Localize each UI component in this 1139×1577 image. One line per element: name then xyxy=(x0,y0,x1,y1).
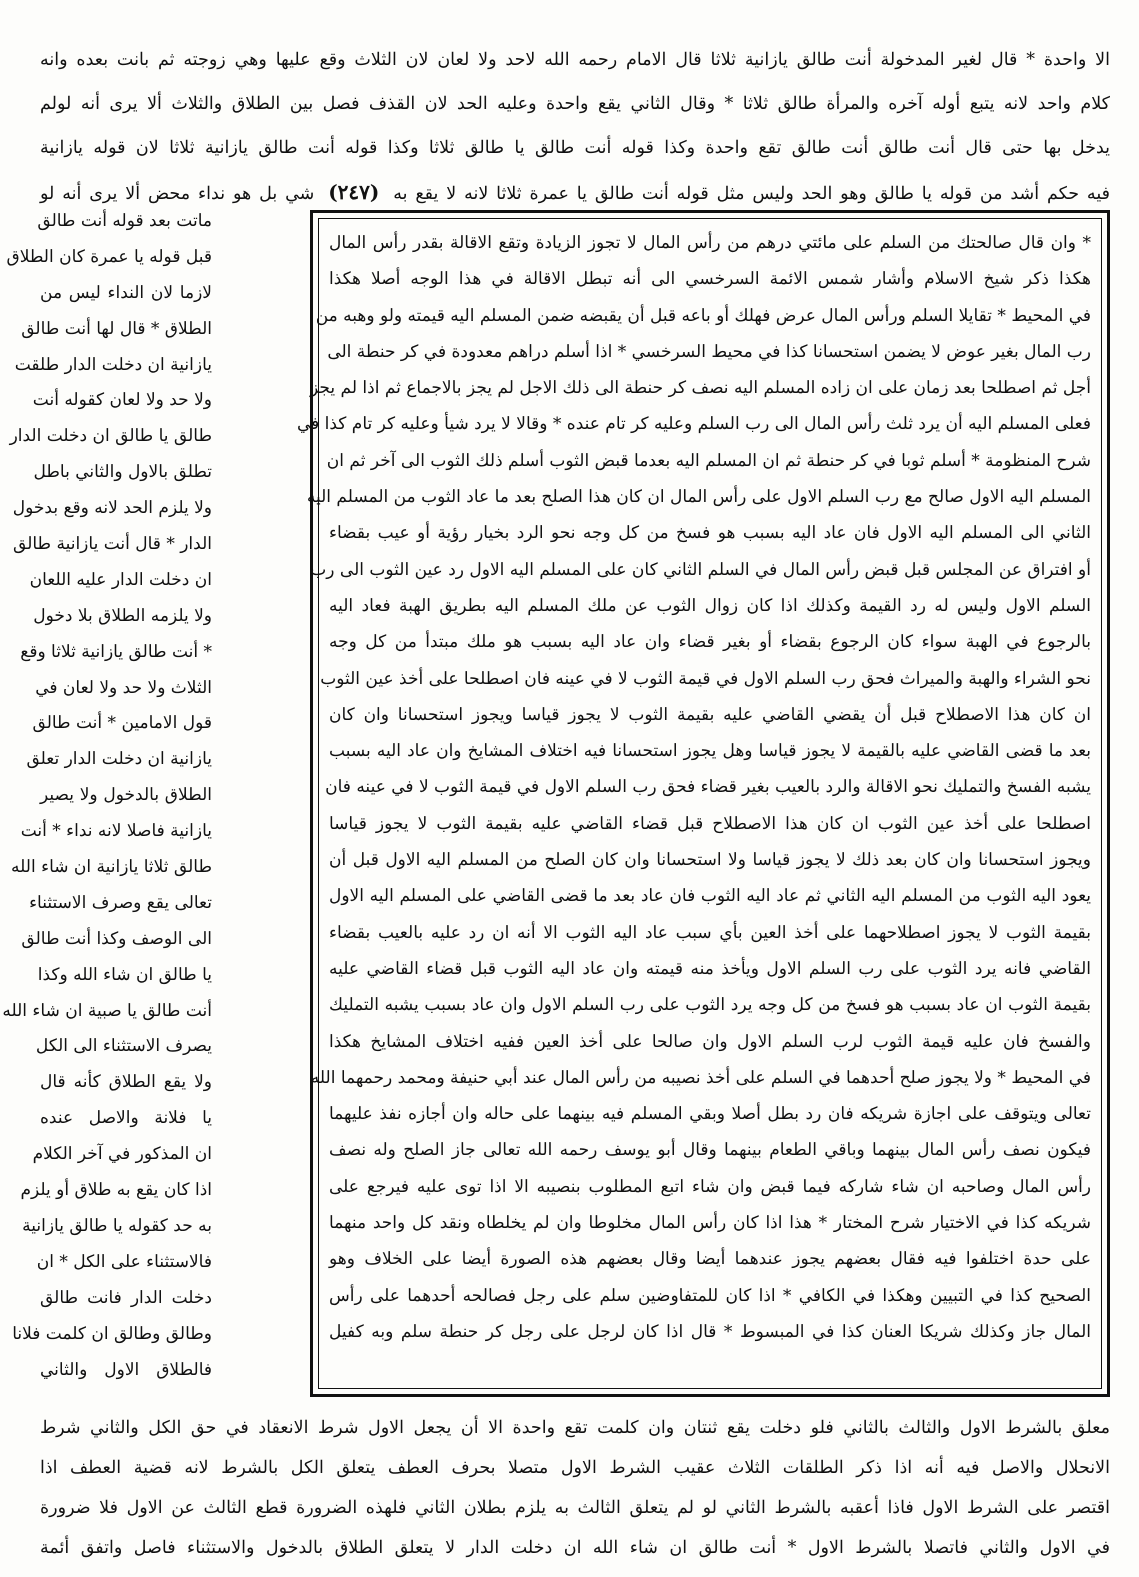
main-line: بقيمة الثوب ان عاد بسبب هو فسخ من كل وجه يرد الثوب على رب السلم الاول وان عاد بسبب يشبه التمليك xyxy=(329,995,1091,1016)
side-line: وطالق وطالق ان كلمت فلانا xyxy=(12,1323,212,1344)
side-line: الطلاق بالدخول ولا يصير xyxy=(40,785,212,806)
side-line: يا طالق ان شاء الله وكذا xyxy=(37,964,212,985)
side-line: لازما لان النداء ليس من xyxy=(40,282,212,303)
main-line: فيكون نصف رأس المال بينهما وباقي الطعام بينهما وقال أبو يوسف رحمه الله تعالى جاز الصلح وله نصف xyxy=(329,1140,1091,1161)
side-line: الدار * قال أنت يازانية طالق xyxy=(13,534,212,555)
main-line: فعلى المسلم اليه أن يرد ثلث رأس المال الى رب السلم وعليه كر تام عنده * وقالا لا يرد شيأ وعليه كر تام كذا في xyxy=(296,414,1091,435)
side-line: أنت طالق يا صبية ان شاء الله xyxy=(2,1000,212,1021)
main-line: رب المال بغير عوض لا يضمن استحسانا كذا في محيط السرخسي * اذا أسلم دراهم معدودة في كر حنطة الى xyxy=(327,341,1091,362)
main-line: رأس المال وصاحبه ان شاء شاركه فيما قبض وان شاء اتبع المطلوب بنصيبه الا اذا توى عليه فيرجع على xyxy=(329,1176,1091,1197)
side-line: الثلاث ولا حد ولا لعان في xyxy=(35,677,212,698)
text-line: الانحلال والاصل فيه أنه اذا ذكر الطلقات الثلاث عقيب الشرط الاول متصلا بحرف العطف يتعلق الكل بالشرط لانه قضية العطف اذا xyxy=(40,1458,1110,1478)
text-line: يدخل بها حتى قال أنت طالق أنت طالق تقع واحدة وكذا قوله أنت طالق يا طالق ثلاثا وكذا قوله أنت طالق يازانية ثلاثا لان قوله يازانية xyxy=(40,138,1110,158)
main-line: ان كان هذا الاصطلاح قبل أن يقضي القاضي عليه بقيمة الثوب لا يجوز قياسا ويجوز استحسانا وان كان xyxy=(329,704,1091,725)
main-line: يشبه الفسخ والتمليك نحو الاقالة والرد بالعيب بغير قضاء فحق رب السلم الاول في قيمة الثوب لا في عينه فان xyxy=(325,777,1091,798)
main-line xyxy=(329,1350,1091,1386)
side-line: ولا يقع الطلاق كأنه قال xyxy=(40,1072,212,1093)
side-line: ماتت بعد قوله أنت طالق xyxy=(37,211,212,231)
main-line: أو افتراق عن المجلس قبل قبض رأس المال في السلم الثاني كان على المسلم اليه الاول رد عين الثوب الى رب xyxy=(310,559,1091,580)
side-line: تطلق بالاول والثاني باطل xyxy=(33,462,212,483)
main-line: في المحيط * ولا يجوز صلح أحدهما في السلم على أخذ نصيبه من رأس المال عند أبي حنيفة ومحمد رحمهما الله xyxy=(310,1067,1091,1088)
side-line: طالق ثلاثا يازانية ان شاء الله xyxy=(11,857,212,878)
side-line: * أنت طالق يازانية ثلاثا وقع xyxy=(20,641,212,662)
side-line: تعالى يقع وصرف الاستثناء xyxy=(29,892,212,913)
side-line: ان المذكور في آخر الكلام xyxy=(32,1144,212,1165)
text-line: اقتصر على الشرط الاول فاذا أعقبه بالشرط الثاني لو لم يتعلق الثالث به يلزم بطلان الثاني فلهذه الضرورة قطع الثالث عن الاول فلا ضرورة xyxy=(40,1498,1110,1518)
main-line: * وان قال صالحتك من السلم على مائتي درهم من رأس المال لا تجوز الزيادة وتقع الاقالة بقدر رأس المال xyxy=(329,233,1091,253)
side-line: به حد كقوله يا طالق يازانية xyxy=(22,1215,212,1236)
main-line: يعود اليه الثوب من المسلم اليه الثاني ثم عاد اليه الثوب فان عاد بعد ما قضى القاضي على المسلم اليه الاول xyxy=(329,886,1091,907)
text-segment: شي بل هو نداء محض ألا يرى أنه لو xyxy=(40,184,315,204)
side-line: دخلت الدار فانت طالق xyxy=(40,1287,212,1308)
side-line: الطلاق * قال لها أنت طالق xyxy=(21,318,212,339)
side-line: اذا كان يقع به طلاق أو يلزم xyxy=(20,1180,212,1201)
side-commentary-column xyxy=(2,204,212,1426)
main-line: السلم الاول وليس له رد القيمة وكذلك اذا كان زوال الثوب عن ملك المسلم اليه بطريق الهبة فعاد اليه xyxy=(329,595,1091,616)
side-line: يازانية فاصلا لانه نداء * أنت xyxy=(20,821,212,842)
main-line: شرح المنظومة * أسلم ثوبا في كر حنطة ثم ان المسلم اليه بعدما قبض الثوب أسلم ذلك الثوب الى آخر ثم ان xyxy=(326,450,1091,471)
main-line: اصطلحا على أخذ عين الثوب ان كان هذا الاصطلاح قبل قضاء القاضي عليه بقيمة الثوب لا يجوز قياسا xyxy=(329,813,1091,834)
side-line: قبل قوله يا عمرة كان الطلاق xyxy=(6,246,212,267)
bottom-text-block xyxy=(40,1408,1110,1568)
side-line: طالق يا طالق ان دخلت الدار xyxy=(9,426,212,447)
text-line: الا واحدة * قال لغير المدخولة أنت طالق يازانية ثلاثا قال الامام رحمه الله لاحد ولا لعان لان الثلاث وقع عليها وهي زوجته ثم بانت بعده وانه xyxy=(40,50,1110,70)
side-line: ولا يلزم الحد لانه وقع بدخول xyxy=(12,498,212,519)
side-line: يصرف الاستثناء الى الكل xyxy=(35,1036,212,1057)
side-line: فالطلاق الاول والثاني xyxy=(40,1359,212,1380)
main-line: نحو الشراء والهبة والميراث فحق رب السلم الاول في قيمة الثوب لا في عينه فان اصطلحا على أخذ عين الثوب xyxy=(320,668,1091,689)
side-line: ولا حد ولا لعان كقوله أنت xyxy=(32,390,212,411)
side-line: يازانية ان دخلت الدار طلقت xyxy=(14,354,212,375)
side-line: قول الامامين * أنت طالق xyxy=(32,713,212,734)
text-segment: فيه حكم أشد من قوله يا طالق وهو الحد وليس مثل قوله أنت طالق يا عمرة ثلاثا لانه لا يقع به xyxy=(393,184,1110,204)
main-line: المال جاز وكذلك شريكا العنان كذا في المبسوط * قال اذا كان لرجل على رجل كر حنطة سلم وبه كفيل xyxy=(329,1321,1091,1342)
main-line: ويجوز استحسانا وان كان بعد ذلك لا يجوز قياسا ولا استحسانا وان كان الصلح من المسلم اليه الاول قبل أن xyxy=(329,850,1091,871)
side-line: ولا يلزمه الطلاق بلا دخول xyxy=(33,605,212,626)
main-line: الصحيح كذا في التبيين وهكذا في الكافي * اذا كان للمتفاوضين سلم على رجل فصالحه أحدهما على رأس xyxy=(329,1285,1091,1306)
main-line: على حدة اختلفوا فيه فقال بعضهم يجوز عندهما أيضا وقال بعضهم هذه الصورة أيضا على الخلاف وهو xyxy=(329,1249,1091,1270)
side-line: الى الوصف وكذا أنت طالق xyxy=(21,928,212,949)
main-line: هكذا ذكر شيخ الاسلام وأشار شمس الائمة السرخسي الى أنه تبطل الاقالة في هذا الوجه أصلا هكذا xyxy=(329,269,1091,290)
side-line: ان دخلت الدار عليه اللعان xyxy=(29,569,212,590)
main-line: المسلم اليه الاول صالح مع رب السلم الاول على رأس المال ان كان هذا الصلح بعد ما عاد الثوب من المسلم اليه xyxy=(306,487,1091,508)
side-line: فالاستثناء على الكل * ان xyxy=(36,1251,212,1272)
text-line: كلام واحد لانه يتبع أوله آخره والمرأة طالق ثلاثا * وقال الثاني يقع واحدة وعليه الحد لان القذف فصل بين الطلاق والثلاث ألا يرى أنه لولم xyxy=(40,94,1110,114)
text-line: في الاول والثاني فاتصلا بالشرط الاول * أنت طالق ان شاء الله ان دخلت الدار لا يتعلق الطلاق بالدخول والاستثناء فاصل واتفق أئمة xyxy=(40,1538,1110,1558)
main-line: بقيمة الثوب لا يجوز اصطلاحهما على أخذ العين بأي سبب عاد اليه الثوب الا أنه ان رد عليه بالعيب بقضاء xyxy=(329,922,1091,943)
main-line: القاضي فانه يرد الثوب على رب السلم الاول ويأخذ منه قيمته وان عاد اليه الثوب قبل قضاء القاضي عليه xyxy=(329,958,1091,979)
top-text-block xyxy=(40,38,1110,214)
text-line: معلق بالشرط الاول والثالث بالثاني فلو دخلت يقع ثنتان وان كلمت تقع واحدة الا أن يجعل الاول شرط الانعقاد في حق الكل والثاني شرط xyxy=(40,1418,1110,1438)
page-number: (٢٤٧) xyxy=(328,180,380,204)
main-line: الثاني الى المسلم اليه الاول فان عاد اليه بسبب هو فسخ من كل وجه نحو الرد بخيار رؤية أو عيب بقضاء xyxy=(329,523,1091,544)
main-text-frame-inner xyxy=(296,218,1102,1389)
main-text-frame xyxy=(296,210,1110,1397)
main-line: تعالى ويتوقف على اجازة شريكه فان رد بطل أصلا وبقي المسلم فيه بينهما على حاله وان أجازه نفذ عليهما xyxy=(329,1104,1091,1125)
main-line: بالرجوع في الهبة سواء كان الرجوع بقضاء أو بغير قضاء وان عاد اليه بسبب هو ملك مبتدأ من كل وجه xyxy=(329,632,1091,653)
main-line: والفسخ فان عليه قيمة الثوب لرب السلم الاول وان صالحا على أخذ العين ففيه اختلاف المشايخ هكذا xyxy=(329,1031,1091,1052)
side-line: يازانية ان دخلت الدار تعلق xyxy=(26,749,212,770)
main-line: بعد ما قضى القاضي عليه بالقيمة لا يجوز قياسا وهل يجوز استحسانا فيه اختلاف المشايخ وان عاد اليه بسبب xyxy=(329,741,1091,762)
main-line: شريكه كذا في الاختيار شرح المختار * هذا اذا كان رأس المال مخلوطا وان لم يخلطاه ونقد كل واحد منهما xyxy=(329,1213,1091,1234)
side-line: يا فلانة والاصل عنده xyxy=(40,1108,212,1129)
main-line: في المحيط * تقايلا السلم ورأس المال عرض فهلك أو باعه قبل أن يقبضه ضمن المسلم اليه قيمته ولو وهبه من xyxy=(315,305,1091,326)
main-line: أجل ثم اصطلحا بعد زمان على ان زاده المسلم اليه نصف كر حنطة الى ذلك الاجل لم يجز بالاجماع ثم اذا لم يجز xyxy=(310,378,1091,399)
